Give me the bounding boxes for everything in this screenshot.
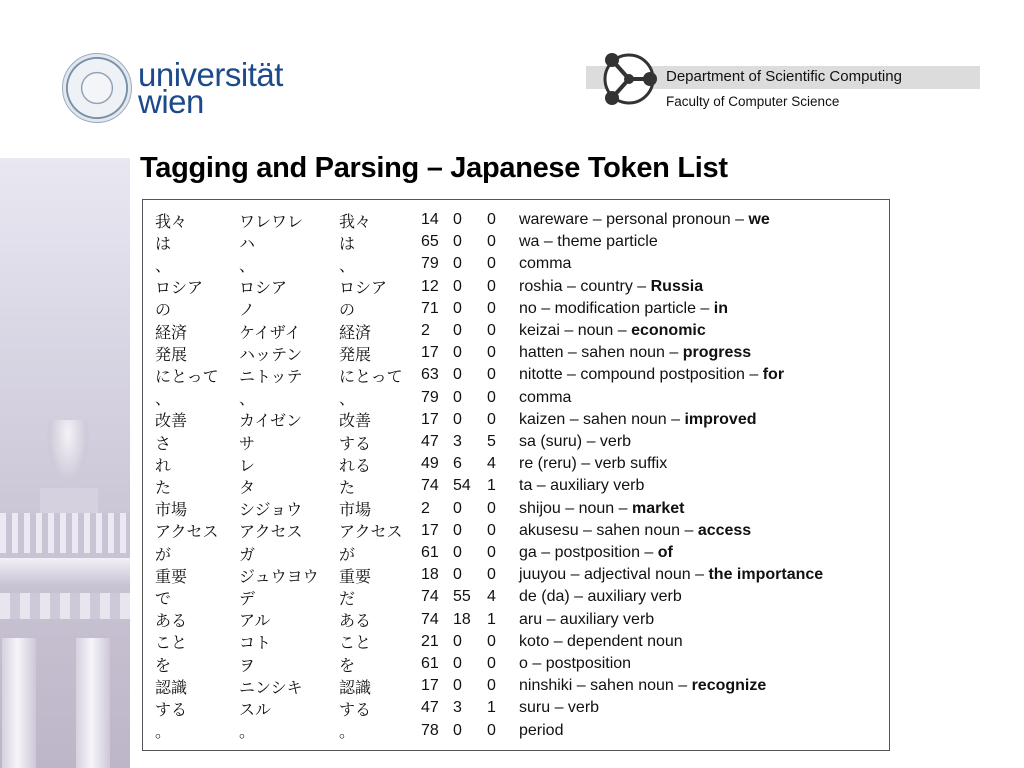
token-field-a: 0 xyxy=(453,410,462,428)
token-base-form: は xyxy=(339,233,356,253)
statue-decoration xyxy=(46,420,90,490)
token-reading: レ xyxy=(239,455,256,475)
token-field-b: 0 xyxy=(487,632,496,650)
token-surface: を xyxy=(155,655,172,675)
token-base-form: だ xyxy=(339,588,356,608)
token-reading: ノ xyxy=(239,300,256,320)
token-gloss xyxy=(519,433,631,451)
token-gloss-text: period xyxy=(519,721,564,739)
token-base-form: ある xyxy=(339,611,372,631)
token-surface: アクセス xyxy=(155,522,219,542)
token-base-form: アクセス xyxy=(339,522,403,542)
token-gloss xyxy=(519,699,599,717)
token-gloss-translation: economic xyxy=(631,322,706,339)
token-field-b: 0 xyxy=(487,499,496,517)
token-field-a: 0 xyxy=(453,344,462,362)
token-surface: 、 xyxy=(155,389,172,409)
token-field-a: 54 xyxy=(453,477,471,495)
token-field-a: 0 xyxy=(453,299,462,317)
token-field-a: 0 xyxy=(453,499,462,517)
token-field-b: 0 xyxy=(487,322,496,339)
token-field-a: 0 xyxy=(453,655,462,672)
token-pos-id: 18 xyxy=(421,566,439,584)
token-reading: 、 xyxy=(239,255,256,275)
token-field-b: 0 xyxy=(487,255,496,273)
token-gloss-text: kaizen – sahen noun – xyxy=(519,410,685,428)
token-field-a: 0 xyxy=(453,388,462,406)
token-gloss xyxy=(519,522,751,540)
token-base-form: 我々 xyxy=(339,211,372,231)
token-base-form: する xyxy=(339,699,372,719)
token-reading: ニンシキ xyxy=(239,677,303,697)
token-base-form: の xyxy=(339,300,356,320)
token-gloss-text: aru – auxiliary verb xyxy=(519,610,655,628)
token-surface: 改善 xyxy=(155,411,188,431)
token-pos-id: 2 xyxy=(421,499,430,517)
token-base-form: 発展 xyxy=(339,344,372,364)
token-reading: ケイザイ xyxy=(239,322,301,342)
token-gloss-text: hatten – sahen noun – xyxy=(519,344,683,362)
token-field-a: 0 xyxy=(453,322,462,339)
token-gloss-text: sa (suru) – verb xyxy=(519,433,632,450)
token-gloss xyxy=(519,344,751,362)
token-gloss-translation: of xyxy=(657,544,673,561)
token-pos-id: 14 xyxy=(421,211,439,228)
token-gloss xyxy=(519,322,706,340)
token-surface: さ xyxy=(155,433,172,453)
token-field-b: 0 xyxy=(487,366,496,384)
token-gloss-translation: access xyxy=(697,521,752,539)
token-reading: シジョウ xyxy=(239,500,303,520)
token-field-a: 3 xyxy=(453,699,462,717)
token-pos-id: 79 xyxy=(421,255,439,273)
token-surface: にとって xyxy=(155,366,219,386)
token-surface: 経済 xyxy=(155,322,188,342)
token-reading: ヲ xyxy=(239,655,256,675)
token-gloss-translation: for xyxy=(762,366,785,384)
token-gloss-translation: progress xyxy=(682,344,752,362)
token-pos-id: 63 xyxy=(421,366,439,384)
token-gloss-text: wareware – personal pronoun – xyxy=(519,211,749,228)
token-gloss-text: juuyou – adjectival noun – xyxy=(519,566,709,584)
token-reading: ジュウヨウ xyxy=(239,566,319,586)
token-reading: アル xyxy=(239,611,271,631)
token-gloss xyxy=(519,389,571,407)
token-surface: 我々 xyxy=(155,211,188,231)
token-field-b: 0 xyxy=(487,544,496,561)
token-field-a: 18 xyxy=(453,610,471,628)
token-pos-id: 74 xyxy=(421,477,439,495)
token-surface: は xyxy=(155,233,172,253)
token-gloss-translation: improved xyxy=(684,410,757,428)
token-field-a: 55 xyxy=(453,588,471,606)
token-gloss-text: koto – dependent noun xyxy=(519,632,683,650)
token-gloss xyxy=(519,477,644,495)
token-field-b: 0 xyxy=(487,677,496,695)
token-field-b: 5 xyxy=(487,433,496,450)
token-base-form: 重要 xyxy=(339,566,372,586)
token-field-a: 0 xyxy=(453,632,462,650)
token-field-b: 4 xyxy=(487,455,496,473)
column-decoration xyxy=(76,638,110,768)
token-field-a: 6 xyxy=(453,455,462,473)
token-gloss xyxy=(519,366,784,384)
token-gloss-text: comma xyxy=(519,388,572,406)
token-surface: する xyxy=(155,699,188,719)
token-field-a: 0 xyxy=(453,721,462,739)
token-gloss-text: o – postposition xyxy=(519,655,632,672)
token-field-a: 0 xyxy=(453,521,462,539)
token-pos-id: 17 xyxy=(421,521,439,539)
token-field-a: 0 xyxy=(453,255,462,273)
token-surface: で xyxy=(155,588,172,608)
token-base-form: 経済 xyxy=(339,322,372,342)
token-field-b: 0 xyxy=(487,344,496,362)
token-pos-id: 79 xyxy=(421,388,439,406)
token-reading: スル xyxy=(239,699,272,719)
token-pos-id: 71 xyxy=(421,299,439,317)
token-gloss-translation: market xyxy=(631,499,685,517)
balustrade-decoration xyxy=(0,513,130,553)
token-pos-id: 2 xyxy=(421,322,430,339)
token-field-a: 0 xyxy=(453,677,462,695)
token-gloss xyxy=(519,255,571,273)
department-subtitle: Faculty of Computer Science xyxy=(666,94,840,109)
token-pos-id: 61 xyxy=(421,544,439,561)
token-gloss-text: de (da) – auxiliary verb xyxy=(519,588,682,606)
token-gloss-text: shijou – noun – xyxy=(519,499,632,517)
token-field-a: 0 xyxy=(453,277,462,295)
token-base-form: 、 xyxy=(339,389,356,409)
token-surface: が xyxy=(155,544,172,564)
cornice-decoration xyxy=(0,558,130,586)
frieze-decoration xyxy=(0,593,130,619)
token-pos-id: 47 xyxy=(421,699,439,717)
token-field-b: 0 xyxy=(487,521,496,539)
token-gloss xyxy=(519,611,654,629)
token-pos-id: 17 xyxy=(421,410,439,428)
token-pos-id: 49 xyxy=(421,455,439,473)
token-gloss-text: ninshiki – sahen noun – xyxy=(519,677,692,695)
token-field-a: 0 xyxy=(453,233,462,251)
token-gloss xyxy=(519,211,770,229)
token-gloss-text: ga – postposition – xyxy=(519,544,658,561)
token-base-form: た xyxy=(339,477,356,497)
token-base-form: こと xyxy=(339,633,372,653)
token-reading: 、 xyxy=(239,389,256,409)
token-pos-id: 12 xyxy=(421,277,439,295)
token-field-b: 0 xyxy=(487,410,496,428)
token-reading: ハッテン xyxy=(239,344,303,364)
token-surface: こと xyxy=(155,633,188,653)
token-base-form: する xyxy=(339,433,372,453)
university-wordmark xyxy=(138,56,283,120)
token-reading: ロシア xyxy=(239,278,288,298)
token-gloss-text: suru – verb xyxy=(519,699,600,717)
token-reading: ニトッテ xyxy=(239,366,303,386)
token-surface: た xyxy=(155,477,172,497)
token-field-b: 1 xyxy=(487,477,496,495)
token-base-form: が xyxy=(339,544,356,564)
token-reading: ワレワレ xyxy=(239,211,304,231)
token-gloss xyxy=(519,566,823,584)
token-pos-id: 61 xyxy=(421,655,439,672)
token-surface: 。 xyxy=(155,722,172,742)
token-reading: カイゼン xyxy=(239,411,303,431)
token-gloss xyxy=(519,500,684,518)
token-pos-id: 78 xyxy=(421,721,439,739)
token-gloss-text: re (reru) – verb suffix xyxy=(519,455,668,473)
token-gloss-translation: Russia xyxy=(650,277,704,295)
token-base-form: れる xyxy=(339,455,372,475)
token-pos-id: 74 xyxy=(421,610,439,628)
token-surface: ロシア xyxy=(155,278,204,298)
token-field-a: 0 xyxy=(453,211,462,228)
department-logo xyxy=(586,48,980,112)
token-field-b: 1 xyxy=(487,699,496,717)
token-gloss xyxy=(519,300,728,318)
token-pos-id: 21 xyxy=(421,632,439,650)
token-reading: ガ xyxy=(239,544,256,564)
token-gloss xyxy=(519,455,667,473)
token-gloss xyxy=(519,655,631,673)
token-surface: 発展 xyxy=(155,344,188,364)
token-surface: 市場 xyxy=(155,500,188,520)
token-gloss-text: roshia – country – xyxy=(519,277,651,295)
token-field-a: 0 xyxy=(453,366,462,384)
token-base-form: にとって xyxy=(339,366,403,386)
token-base-form: 改善 xyxy=(339,411,372,431)
token-field-b: 0 xyxy=(487,566,496,584)
token-field-b: 0 xyxy=(487,721,496,739)
token-surface: 、 xyxy=(155,255,172,275)
token-gloss-text: nitotte – compound postposition – xyxy=(519,366,763,384)
token-field-a: 0 xyxy=(453,566,462,584)
token-gloss xyxy=(519,677,766,695)
token-gloss-text: ta – auxiliary verb xyxy=(519,477,645,495)
token-reading: 。 xyxy=(239,722,256,742)
token-gloss xyxy=(519,233,658,251)
token-gloss-translation: we xyxy=(748,211,770,228)
token-gloss xyxy=(519,722,563,740)
token-pos-id: 47 xyxy=(421,433,439,450)
token-gloss-text: akusesu – sahen noun – xyxy=(519,521,698,539)
token-base-form: 、 xyxy=(339,255,356,275)
token-pos-id: 17 xyxy=(421,677,439,695)
token-gloss-text: no – modification particle – xyxy=(519,299,714,317)
token-surface: の xyxy=(155,300,172,320)
token-reading: タ xyxy=(239,477,256,497)
token-gloss-translation: the importance xyxy=(708,566,824,584)
token-base-form: ロシア xyxy=(339,278,388,298)
token-gloss-text: wa – theme particle xyxy=(519,233,658,251)
token-reading: デ xyxy=(239,588,256,608)
department-title: Department of Scientific Computing xyxy=(666,68,902,85)
token-reading: アクセス xyxy=(239,522,303,542)
token-list-table xyxy=(142,199,890,751)
token-base-form: 。 xyxy=(339,722,356,742)
token-surface: れ xyxy=(155,455,172,475)
token-base-form: 認識 xyxy=(339,677,372,697)
token-field-b: 0 xyxy=(487,233,496,251)
token-gloss xyxy=(519,544,673,562)
token-pos-id: 65 xyxy=(421,233,439,251)
token-surface: 認識 xyxy=(155,677,188,697)
token-surface: 重要 xyxy=(155,566,188,586)
column-decoration xyxy=(2,638,36,768)
node-graph-icon xyxy=(598,48,660,110)
token-reading: サ xyxy=(239,433,256,453)
token-gloss xyxy=(519,411,756,429)
token-field-a: 0 xyxy=(453,544,462,561)
token-gloss-text: comma xyxy=(519,255,572,273)
token-field-b: 4 xyxy=(487,588,496,606)
token-reading: コト xyxy=(239,633,272,653)
token-field-b: 0 xyxy=(487,655,496,672)
token-base-form: 市場 xyxy=(339,500,372,520)
slide-title: Tagging and Parsing – Japanese Token List xyxy=(140,152,728,184)
token-base-form: を xyxy=(339,655,356,675)
token-gloss xyxy=(519,278,703,296)
university-wordmark-line1: universität xyxy=(138,56,283,93)
building-background-image xyxy=(0,158,130,768)
token-pos-id: 74 xyxy=(421,588,439,606)
university-seal-icon xyxy=(62,53,132,123)
token-field-b: 0 xyxy=(487,277,496,295)
token-reading: ハ xyxy=(239,233,256,253)
token-field-b: 0 xyxy=(487,211,496,228)
token-field-a: 3 xyxy=(453,433,462,450)
token-field-b: 0 xyxy=(487,388,496,406)
token-gloss xyxy=(519,588,682,606)
token-gloss-translation: in xyxy=(713,299,728,317)
token-gloss xyxy=(519,633,683,651)
token-gloss-translation: recognize xyxy=(691,677,767,695)
token-pos-id: 17 xyxy=(421,344,439,362)
token-gloss-text: keizai – noun – xyxy=(519,322,632,339)
token-field-b: 0 xyxy=(487,299,496,317)
university-logo xyxy=(62,52,283,124)
token-field-b: 1 xyxy=(487,610,496,628)
token-surface: ある xyxy=(155,611,188,631)
university-wordmark-line2: wien xyxy=(138,83,204,120)
